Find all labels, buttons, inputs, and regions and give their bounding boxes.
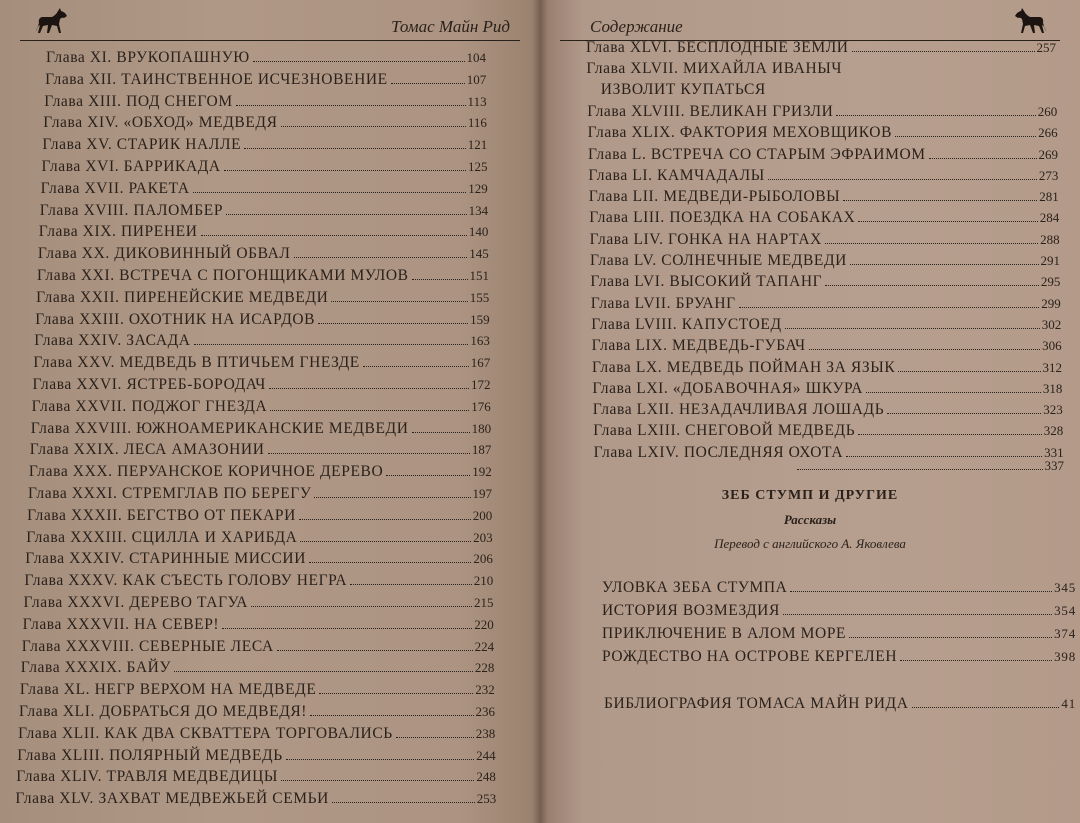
toc-entry [32, 397, 491, 417]
toc-entry-title: Глава XXXII. БЕГСТВО ОТ ПЕКАРИ [27, 506, 296, 524]
toc-entry-page: 306 [1042, 338, 1062, 354]
toc-entry-page: 236 [475, 704, 495, 719]
toc-entry-page: 374 [1054, 626, 1076, 641]
toc-entry [602, 647, 1076, 667]
toc-entry-title: Глава L. ВСТРЕЧА СО СТАРЫМ ЭФРАИМОМ [588, 145, 926, 163]
toc-entry-page: 354 [1054, 603, 1076, 618]
toc-entry [21, 658, 495, 678]
toc-entry-title: Глава LVI. ВЫСОКИЙ ТАПАНГ [590, 273, 823, 291]
contents-heading: Содержание [590, 17, 683, 36]
toc-entry-title: Глава XXXIII. СЦИЛЛА И ХАРИБДА [26, 528, 298, 546]
toc-entry [39, 222, 489, 242]
toc-entry [586, 59, 1056, 79]
toc-entry-title: Глава XVIII. ПАЛОМБЕР [39, 201, 224, 219]
dot-leader [300, 541, 471, 542]
toc-entry-page: 273 [1038, 167, 1059, 183]
toc-entry-page: 155 [469, 289, 490, 305]
toc-entry-title: Глава XXXI. СТРЕМГЛАВ ПО БЕРЕГУ [28, 485, 312, 502]
toc-entry-page: 134 [468, 202, 489, 218]
toc-entry [592, 358, 1062, 378]
toc-entry-page: 228 [474, 660, 495, 676]
toc-entry-page: 398 [1054, 649, 1076, 664]
toc-entry [25, 549, 493, 569]
toc-entry-title: Глава XL. НЕГР ВЕРХОМ НА МЕДВЕДЕ [19, 681, 317, 699]
toc-entry-page: 232 [475, 682, 495, 698]
toc-entry [592, 336, 1062, 356]
toc-entry [30, 440, 492, 460]
toc-entry-page: 295 [1040, 274, 1061, 290]
dot-leader [331, 301, 467, 302]
dot-leader [363, 366, 469, 367]
toc-entry-title: Глава LII. МЕДВЕДИ-РЫБОЛОВЫ [588, 188, 841, 206]
toc-entry-title: Глава XI. ВРУКОПАШНУЮ [46, 49, 250, 66]
dot-leader [836, 115, 1035, 116]
book-author: Томас Майн Рид [391, 17, 510, 36]
toc-entry-page: 104 [466, 50, 486, 65]
toc-entry-page: 253 [476, 791, 497, 807]
section-translator: Перевод с английского А. Яковлева [714, 536, 906, 551]
toc-entry-title: Глава XXX. ПЕРУАНСКОЕ КОРИЧНОЕ ДЕРЕВО [28, 463, 384, 481]
toc-entry-title: Глава XXVI. ЯСТРЕБ-БОРОДАЧ [32, 376, 266, 393]
toc-entry [46, 48, 486, 68]
toc-entry-title: Глава XLV. ЗАХВАТ МЕДВЕЖЬЕЙ СЕМЬИ [15, 790, 329, 808]
toc-entry [16, 767, 496, 787]
toc-entry-page: 41 [1061, 696, 1076, 711]
toc-entry [591, 315, 1061, 335]
toc-entry [592, 379, 1062, 399]
dot-leader [277, 650, 473, 651]
toc-entry [44, 92, 486, 112]
dot-leader [809, 349, 1040, 350]
toc-entry [589, 187, 1059, 207]
dot-leader [785, 328, 1040, 329]
dot-leader [391, 83, 465, 84]
toc-entry-page: 260 [1037, 103, 1058, 119]
dot-leader [226, 214, 467, 215]
dot-leader [797, 469, 1043, 470]
toc-entry-page: 203 [473, 529, 493, 545]
dot-leader [900, 660, 1052, 661]
dot-leader [174, 671, 473, 672]
dot-leader [350, 584, 472, 585]
toc-entry-title: Глава XLI. ДОБРАТЬСЯ ДО МЕДВЕДЯ! [19, 703, 308, 720]
toc-entry [38, 244, 489, 264]
toc-entry [586, 38, 1056, 58]
toc-entry [20, 680, 495, 700]
dot-leader [194, 344, 469, 345]
toc-entry-title: Глава LIV. ГОНКА НА НАРТАХ [589, 230, 822, 248]
toc-entry [590, 272, 1060, 292]
dot-leader [224, 170, 466, 171]
toc-entry [31, 419, 491, 439]
toc-entry [15, 789, 496, 809]
dot-leader [251, 606, 472, 607]
dot-leader [852, 51, 1035, 52]
dot-leader [895, 136, 1036, 137]
toc-entry-title: Глава XIV. «ОБХОД» МЕДВЕДЯ [43, 114, 278, 132]
toc-entry-title: Глава LVIII. КАПУСТОЕД [591, 315, 782, 333]
toc-entry-title: Глава XXVII. ПОДЖОГ ГНЕЗДА [31, 397, 268, 415]
dot-leader [849, 637, 1052, 638]
dot-leader [912, 707, 1060, 708]
toc-entry-title: УЛОВКА ЗЕБА СТУМПА [602, 579, 788, 596]
toc-entry-title: Глава LIII. ПОЕЗДКА НА СОБАКАХ [589, 209, 856, 227]
toc-entry-page: 281 [1039, 189, 1059, 205]
toc-entry-page: 318 [1042, 380, 1063, 396]
dot-leader [386, 475, 470, 476]
right-page [540, 0, 1080, 823]
toc-entry-title: Глава XVII. РАКЕТА [40, 179, 190, 197]
toc-entry-page: 113 [467, 93, 487, 109]
section-subtitle: Рассказы [783, 512, 837, 527]
toc-entry [42, 135, 487, 155]
toc-entry [18, 724, 495, 744]
toc-entry-page: 116 [467, 115, 487, 131]
toc-entry [37, 266, 489, 286]
toc-entry [36, 288, 489, 308]
toc-entry [17, 746, 495, 766]
toc-entry [34, 331, 490, 351]
toc-entry-title: Глава LXIV. ПОСЛЕДНЯЯ ОХОТА [593, 443, 844, 461]
dot-leader [790, 591, 1052, 592]
horse-icon [30, 6, 70, 38]
toc-entry-page: 151 [469, 268, 489, 283]
toc-entry-title: Глава LVII. БРУАНГ [590, 294, 736, 312]
dot-leader [412, 279, 468, 280]
toc-entry-page: 291 [1040, 253, 1060, 268]
dot-leader [286, 759, 474, 760]
dot-leader [396, 737, 474, 738]
toc-entry-title: Глава XXII. ПИРЕНЕЙСКИЕ МЕДВЕДИ [36, 288, 329, 306]
dot-leader [270, 410, 469, 411]
dot-leader [858, 434, 1041, 435]
dot-leader [269, 388, 469, 389]
toc-entry [22, 637, 494, 657]
dot-leader [412, 432, 470, 433]
toc-entry [24, 571, 493, 591]
toc-entry-title: Глава XXVIII. ЮЖНОАМЕРИКАНСКИЕ МЕДВЕДИ [30, 419, 409, 437]
toc-entry-page: 337 [1044, 458, 1064, 473]
toc-entry-page: 220 [474, 616, 494, 632]
toc-entry-title: Глава XLVII. МИХАЙЛА ИВАНЫЧ [586, 60, 843, 78]
toc-entry-title: Глава XXXV. КАК СЪЕСТЬ ГОЛОВУ НЕГРА [24, 572, 348, 590]
toc-entry-title: Глава XLVIII. ВЕЛИКАН ГРИЗЛИ [587, 102, 834, 120]
toc-entry [794, 456, 1064, 476]
dot-leader [866, 392, 1041, 393]
toc-entry-page: 145 [469, 246, 489, 262]
toc-entry-title: Глава XIX. ПИРЕНЕИ [38, 223, 198, 241]
toc-entry [40, 201, 488, 221]
toc-entry-title: Глава XXIV. ЗАСАДА [34, 332, 191, 350]
toc-entry-page: 266 [1038, 125, 1058, 141]
toc-entry [588, 145, 1058, 165]
dot-leader [314, 497, 470, 498]
toc-entry-page: 323 [1043, 402, 1063, 418]
toc-entry-title: Глава XLIII. ПОЛЯРНЫЙ МЕДВЕДЬ [17, 746, 283, 764]
toc-entry-title: Глава XV. СТАРИК НАЛЛЕ [42, 136, 242, 154]
toc-entry [29, 462, 492, 482]
toc-entry [604, 694, 1076, 714]
toc-entry-page: 210 [473, 573, 494, 589]
toc-entry [28, 484, 492, 504]
toc-entry-page: 176 [471, 398, 491, 414]
toc-entry-title: Глава LV. СОЛНЕЧНЫЕ МЕДВЕДИ [590, 252, 847, 269]
toc-entry-title: Глава XXXIX. БАЙУ [20, 659, 172, 677]
toc-entry-title: Глава XIII. ПОД СНЕГОМ [44, 92, 233, 110]
toc-entry-title: Глава XXV. МЕДВЕДЬ В ПТИЧЬЕМ ГНЕЗДЕ [33, 354, 360, 372]
toc-entry [590, 251, 1060, 271]
toc-entry-page: 129 [468, 180, 488, 196]
dot-leader [850, 264, 1039, 265]
toc-entry-page: 284 [1039, 210, 1060, 226]
horse-icon [1012, 6, 1052, 38]
toc-entry-page: 140 [468, 224, 489, 240]
toc-entry [41, 179, 488, 199]
toc-entry-page: 269 [1038, 146, 1058, 162]
dot-leader [268, 453, 470, 454]
dot-leader [244, 148, 466, 149]
toc-entry-title: ПРИКЛЮЧЕНИЕ В АЛОМ МОРЕ [602, 625, 847, 642]
toc-entry-page: 167 [470, 355, 491, 371]
toc-entry [593, 421, 1063, 441]
toc-entry [24, 593, 494, 613]
dot-leader [843, 200, 1037, 201]
toc-entry-page: 299 [1041, 295, 1061, 311]
toc-entry-title: Глава LXIII. СНЕГОВОЙ МЕДВЕДЬ [593, 422, 856, 440]
toc-entry-title: Глава XVI. БАРРИКАДА [41, 158, 221, 175]
dot-leader [739, 307, 1040, 308]
toc-entry-title: РОЖДЕСТВО НА ОСТРОВЕ КЕРГЕЛЕН [602, 648, 898, 665]
toc-entry [602, 578, 1076, 598]
toc-entry-title: Глава XXIII. ОХОТНИК НА ИСАРДОВ [35, 310, 316, 328]
toc-entry [33, 353, 490, 373]
dot-leader [294, 257, 468, 258]
toc-entry-page: 172 [471, 377, 491, 392]
toc-entry-title: БИБЛИОГРАФИЯ ТОМАСА МАЙН РИДА [604, 695, 909, 712]
toc-entry [588, 123, 1058, 143]
toc-entry-title: Глава XXIX. ЛЕСА АМАЗОНИИ [29, 441, 265, 459]
toc-entry-page: 257 [1036, 40, 1056, 55]
toc-entry-title: Глава LIX. МЕДВЕДЬ-ГУБАЧ [591, 337, 806, 355]
toc-entry [23, 615, 494, 635]
toc-entry-page: 345 [1054, 580, 1076, 595]
toc-entry [43, 113, 487, 133]
toc-entry-page: 125 [468, 159, 488, 174]
toc-entry-title: Глава XXXVII. НА СЕВЕР! [22, 615, 220, 633]
toc-entry-title: Глава XXXVIII. СЕВЕРНЫЕ ЛЕСА [21, 637, 274, 655]
dot-leader [825, 285, 1039, 286]
toc-entry [593, 400, 1063, 420]
dot-leader [332, 802, 475, 803]
dot-leader [858, 221, 1037, 222]
dot-leader [281, 780, 474, 781]
toc-entry-page: 206 [473, 551, 493, 567]
toc-entry-title: Глава XLIV. ТРАВЛЯ МЕДВЕДИЦЫ [16, 768, 279, 786]
toc-entry-title: Глава XLII. КАК ДВА СКВАТТЕРА ТОРГОВАЛИСЬ [18, 724, 393, 742]
toc-entry [590, 230, 1060, 250]
toc-entry [26, 528, 492, 548]
toc-entry [45, 70, 486, 90]
toc-entry-page: 288 [1040, 231, 1060, 247]
toc-entry [602, 601, 1076, 621]
toc-entry-page: 238 [475, 725, 496, 741]
left-page-header [20, 8, 520, 41]
toc-entry-title: Глава XII. ТАИНСТВЕННОЕ ИСЧЕЗНОВЕНИЕ [45, 70, 388, 88]
toc-entry-page: 331 [1044, 444, 1064, 460]
toc-entry [591, 294, 1061, 314]
dot-leader [222, 628, 472, 629]
toc-entry-continuation: ИЗВОЛИТ КУПАТЬСЯ [600, 80, 766, 98]
toc-entry-page: 192 [472, 464, 492, 480]
toc-entry [587, 102, 1057, 122]
dot-leader [201, 235, 467, 236]
toc-entry-title: Глава XXXIV. СТАРИННЫЕ МИССИИ [25, 550, 306, 568]
dot-leader [898, 371, 1040, 372]
toc-entry-page: 244 [476, 747, 496, 763]
toc-entry-page: 159 [470, 311, 490, 327]
dot-leader [253, 61, 465, 62]
toc-entry [589, 208, 1059, 228]
toc-entry-title: Глава LI. КАМЧАДАЛЫ [588, 166, 765, 184]
dot-leader [236, 105, 466, 106]
toc-entry [19, 702, 495, 722]
toc-entry [42, 157, 488, 177]
dot-leader [319, 693, 473, 694]
dot-leader [310, 715, 473, 716]
toc-entry-title: Глава XXXVI. ДЕРЕВО ТАГУА [23, 594, 249, 611]
dot-leader [825, 243, 1038, 244]
dot-leader [318, 323, 468, 324]
dot-leader [887, 413, 1041, 414]
toc-entry [27, 506, 492, 526]
dot-leader [768, 179, 1037, 180]
toc-entry-page: 197 [472, 486, 492, 501]
toc-entry [588, 166, 1058, 186]
section-title: ЗЕБ СТУМП И ДРУГИЕ [721, 488, 899, 503]
toc-entry [602, 624, 1076, 644]
toc-entry-page: 248 [476, 769, 496, 785]
toc-entry-page: 121 [467, 137, 488, 153]
toc-entry-page: 187 [471, 442, 492, 458]
toc-entry-page: 200 [472, 507, 493, 523]
toc-entry [35, 310, 489, 330]
dot-leader [929, 158, 1037, 159]
toc-entry-page: 215 [474, 595, 494, 610]
toc-entry-title: Глава XLIX. ФАКТОРИЯ МЕХОВЩИКОВ [587, 124, 893, 142]
right-page-header [560, 8, 1060, 41]
dot-leader [309, 562, 471, 563]
dot-leader [783, 614, 1052, 615]
toc-entry-page: 312 [1042, 359, 1062, 375]
toc-entry-title: Глава XLVI. БЕСПЛОДНЫЕ ЗЕМЛИ [586, 39, 849, 56]
dot-leader [299, 519, 471, 520]
toc-entry-title: Глава LXI. «ДОБАВОЧНАЯ» ШКУРА [592, 379, 864, 397]
toc-entry-title: Глава XXI. ВСТРЕЧА С ПОГОНЩИКАМИ МУЛОВ [37, 267, 409, 284]
toc-entry-title: Глава XX. ДИКОВИННЫЙ ОБВАЛ [37, 245, 291, 263]
toc-entry-page: 180 [471, 420, 492, 436]
toc-entry-page: 302 [1041, 316, 1062, 332]
toc-entry-title: ИСТОРИЯ ВОЗМЕЗДИЯ [602, 602, 780, 619]
toc-entry-page: 328 [1043, 423, 1064, 439]
toc-entry [33, 375, 491, 395]
book-spine [532, 0, 548, 823]
toc-entry-title: Глава LX. МЕДВЕДЬ ПОЙМАН ЗА ЯЗЫК [592, 358, 896, 376]
dot-leader [193, 192, 467, 193]
dot-leader [281, 126, 466, 127]
toc-entry-page: 163 [470, 333, 490, 349]
toc-entry-page: 107 [466, 71, 487, 87]
toc-entry-title: Глава LXII. НЕЗАДАЧЛИВАЯ ЛОШАДЬ [592, 401, 885, 419]
toc-entry-page: 224 [474, 638, 495, 654]
